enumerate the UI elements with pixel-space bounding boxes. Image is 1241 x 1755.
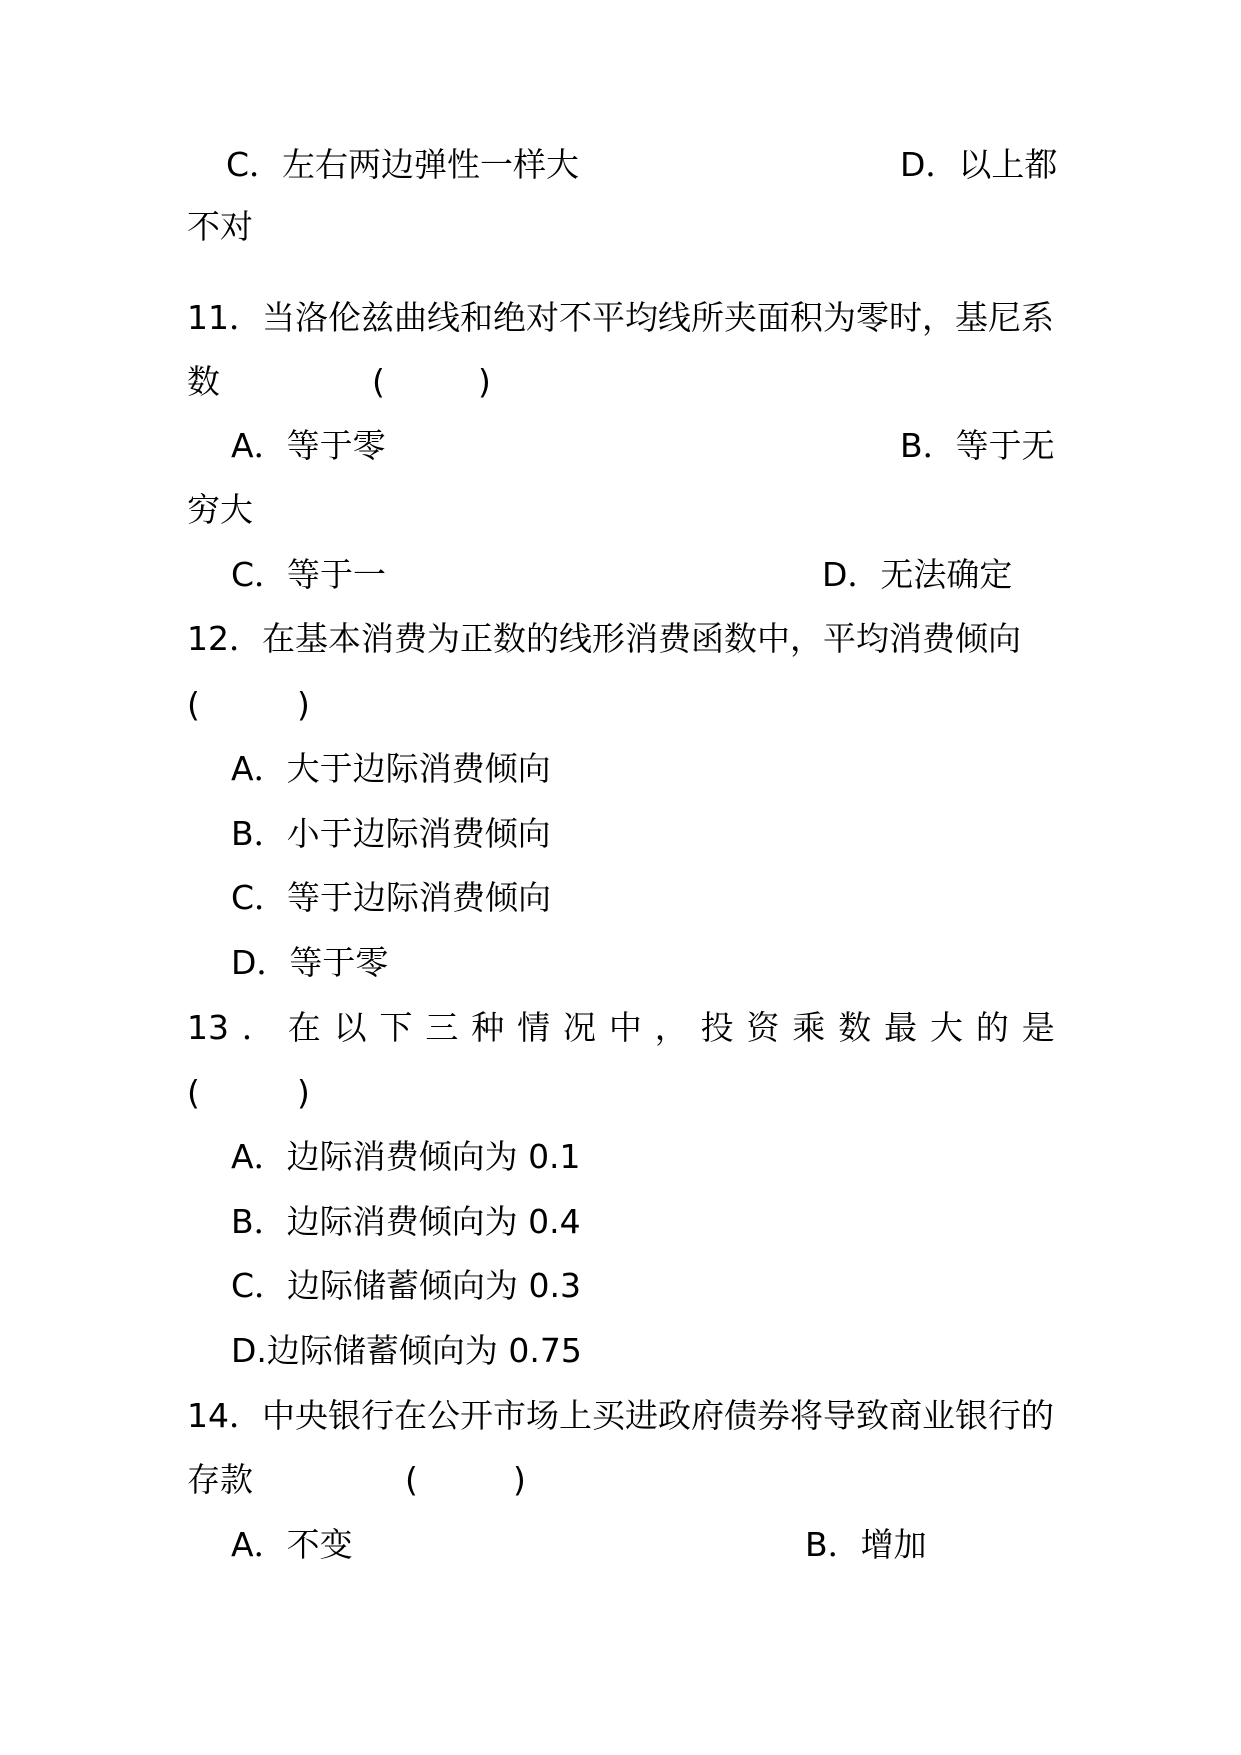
q13-stem-char: 乘: [792, 1008, 826, 1047]
q13-stem-char: 数: [838, 1008, 872, 1047]
q13-stem-char: 投: [700, 1008, 734, 1047]
q13-stem-char: 大: [930, 1008, 963, 1047]
q13-stem-char: 情: [517, 1008, 551, 1047]
q11-bracket-close: ): [478, 362, 491, 401]
q10-option-d: D．以上都: [900, 145, 1058, 184]
q13-stem-char: 中: [608, 1008, 642, 1047]
q13-stem-char: 最: [884, 1008, 918, 1047]
q13-stem-char: ．: [241, 1008, 275, 1047]
q13-option-a: A．边际消费倾向为 0.1: [231, 1137, 581, 1176]
q11-bracket-open: (: [372, 362, 385, 401]
q14-bracket-close: ): [513, 1460, 526, 1499]
q11-option-c: C．等于一: [231, 555, 387, 594]
q13-bracket-open: (: [187, 1073, 200, 1112]
q12-bracket-open: (: [187, 685, 200, 724]
q13-stem: [187, 1006, 1055, 1050]
q11-option-b: B．等于无: [900, 426, 1055, 465]
q13-stem-char: 况: [563, 1008, 596, 1047]
q13-stem-char: 三: [425, 1008, 459, 1047]
q10-option-c: C．左右两边弹性一样大: [226, 145, 580, 184]
q13-stem-char: 是: [1021, 1008, 1055, 1047]
q12-stem: 12．在基本消费为正数的线形消费函数中，平均消费倾向: [187, 619, 1021, 658]
q14-stem-line2: 存款: [187, 1460, 253, 1499]
q10-option-d-continuation: 不对: [187, 207, 253, 246]
q13-bracket-close: ): [297, 1073, 310, 1112]
q14-stem: 14．中央银行在公开市场上买进政府债券将导致商业银行的: [187, 1396, 1054, 1435]
q13-stem-char: 在: [287, 1008, 321, 1047]
q13-stem-char: 13: [187, 1008, 229, 1047]
q11-option-d: D．无法确定: [822, 555, 1013, 594]
q13-option-c: C．边际储蓄倾向为 0.3: [231, 1266, 582, 1305]
q14-option-b: B．增加: [805, 1525, 927, 1564]
q13-stem-char: 种: [471, 1008, 505, 1047]
q11-stem: 11．当洛伦兹曲线和绝对不平均线所夹面积为零时，基尼系: [187, 298, 1054, 337]
q13-stem-char: 下: [379, 1008, 413, 1047]
q11-option-a: A．等于零: [231, 426, 386, 465]
q12-option-a: A．大于边际消费倾向: [231, 749, 551, 788]
q13-stem-char: 的: [975, 1008, 1009, 1047]
q14-option-a: A．不变: [231, 1525, 353, 1564]
q13-option-d: D.边际储蓄倾向为 0.75: [231, 1331, 582, 1370]
q14-bracket-open: (: [405, 1460, 418, 1499]
q11-option-b-continuation: 穷大: [187, 490, 253, 529]
q13-stem-char: 以: [333, 1008, 367, 1047]
q12-option-b: B．小于边际消费倾向: [231, 814, 551, 853]
q13-option-b: B．边际消费倾向为 0.4: [231, 1202, 581, 1241]
q12-option-c: C．等于边际消费倾向: [231, 878, 552, 917]
q12-option-d: D．等于零: [231, 943, 389, 982]
q11-stem-line2: 数: [187, 362, 220, 401]
q13-stem-char: ，: [654, 1008, 688, 1047]
q12-bracket-close: ): [297, 685, 310, 724]
q13-stem-char: 资: [746, 1008, 780, 1047]
